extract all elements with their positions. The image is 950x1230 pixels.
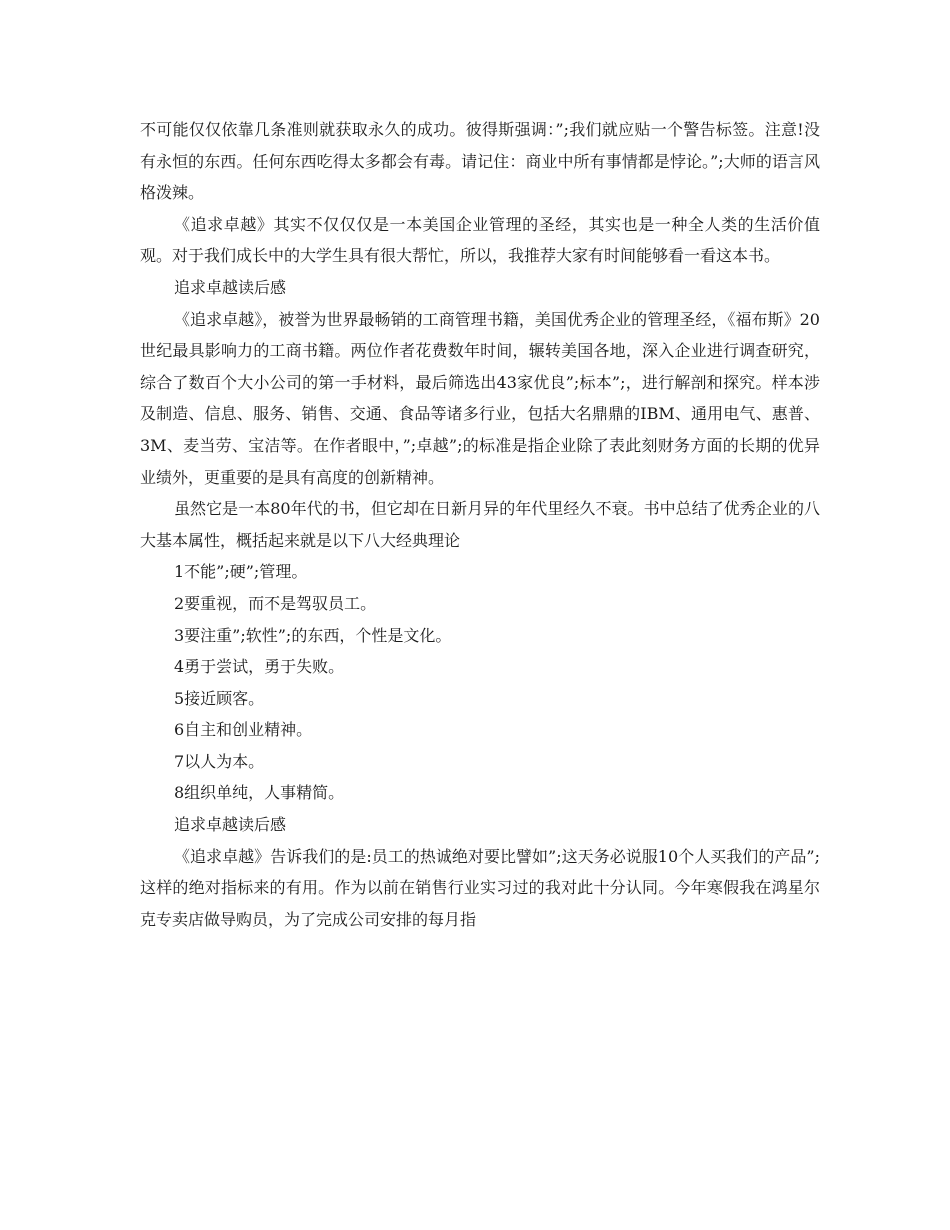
list-item: 1不能”;硬”;管理。 [174,562,308,582]
document-body [140,114,820,935]
list-item: 5接近顾客。 [174,688,265,708]
list-item: 2要重视，而不是驾驭员工。 [174,593,377,613]
list-item: 4勇于尝试，勇于失败。 [174,657,345,677]
section-heading: 追求卓越读后感 [174,815,287,835]
paragraph-book-intro: 《追求卓越》，被誉为世界最畅销的工商管理书籍，美国优秀企业的管理圣经，《福布斯》20世纪最具影响力的工商书籍。两位作者花费数年时间，辗转美国各地，深入企业进行调查研究，综合了数百个大小公司的第一手材料，最后筛选出43家优良”;标本”;，进行解剖和探究。样本涉及制造、信息、服务、销售、交通、食品等诸多行业，包括大名鼎鼎的IBM、通用电气、惠普、3M、麦当劳、宝洁等。在作者眼中，”;卓越”;的标准是指企业除了表此刻财务方面的长期的优异业绩外，更重要的是具有高度的创新精神。 [140,309,820,487]
list-item: 3要注重”;软性”;的东西，个性是文化。 [174,625,452,645]
list-item: 6自主和创业精神。 [174,720,313,740]
paragraph-sales-experience: 《追求卓越》告诉我们的是:员工的热诚绝对要比譬如”;这天务必说服10个人买我们的产品”;这样的绝对指标来的有用。作为以前在销售行业实习过的我对此十分认同。今年寒假我在鸿星尔克专卖店做导购员，为了完成公司安排的每月指 [140,846,820,929]
list-item: 8组织单纯，人事精简。 [174,783,345,803]
paragraph-recommendation: 《追求卓越》其实不仅仅仅是一本美国企业管理的圣经，其实也是一种全人类的生活价值观。对于我们成长中的大学生具有很大帮忙，所以，我推荐大家有时间能够看一看这本书。 [140,214,820,266]
paragraph-continuation: 不可能仅仅依靠几条准则就获取永久的成功。彼得斯强调：”;我们就应贴一个警告标签。注意!没有永恒的东西。任何东西吃得太多都会有毒。请记住：商业中所有事情都是悖论。”;大师的语言风格泼辣。 [140,120,820,203]
paragraph-eight-attributes: 虽然它是一本80年代的书，但它却在日新月异的年代里经久不衰。书中总结了优秀企业的八大基本属性，概括起来就是以下八大经典理论 [140,499,820,550]
section-heading: 追求卓越读后感 [174,277,287,297]
list-item: 7以人为本。 [174,751,265,771]
